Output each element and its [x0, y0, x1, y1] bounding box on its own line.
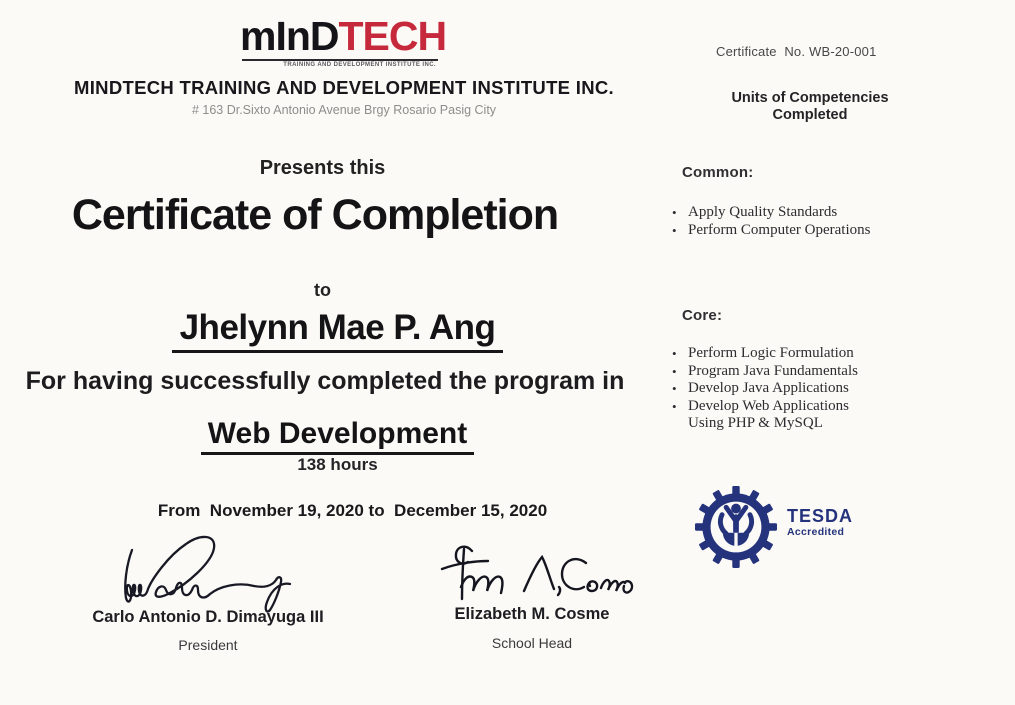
certificate-title: Certificate of Completion — [71, 191, 559, 239]
mindtech-logo-wordmark — [240, 13, 447, 59]
common-competency-list — [668, 204, 888, 239]
tesda-name: TESDA — [787, 506, 854, 526]
list-item: • Develop Java Applications — [668, 380, 864, 398]
to-text: to — [314, 280, 331, 300]
units-heading-line2: Completed — [772, 107, 848, 123]
program-name-row — [0, 417, 675, 455]
list-item: • Perform Logic Formulation — [668, 345, 864, 363]
logo-word-mind: mInD — [240, 13, 339, 59]
logo-underline — [242, 59, 438, 61]
logo-word-tech: TECH — [338, 13, 447, 59]
institution-name: MINDTECH TRAINING AND DEVELOPMENT INSTITUTE INC. — [74, 77, 614, 98]
program-name: Web Development — [201, 417, 475, 455]
certificate-number: Certificate No. WB-20-001 — [716, 44, 877, 59]
logo-tagline: TRAINING AND DEVELOPMENT INSTITUTE INC. — [283, 62, 436, 68]
signature-president — [68, 534, 313, 619]
list-item: • Perform Computer Operations — [668, 222, 888, 240]
signatory-name-school-head: Elizabeth M. Cosme — [454, 605, 610, 623]
program-hours: 138 hours — [297, 455, 378, 474]
list-item: • Program Java Fundamentals — [668, 363, 864, 381]
recipient-name: Jhelynn Mae P. Ang — [172, 308, 504, 353]
common-section-label: Common: — [682, 164, 754, 181]
tesda-label — [787, 507, 853, 538]
tesda-accredited-badge — [695, 486, 915, 576]
date-range: From November 19, 2020 to December 15, 2020 — [157, 501, 548, 520]
mindtech-logo — [240, 13, 447, 68]
signature-school-head — [428, 542, 635, 606]
presents-this-text: Presents this — [259, 157, 386, 179]
recipient-name-row — [0, 308, 675, 353]
signatory-name-president: Carlo Antonio D. Dimayuga III — [92, 608, 324, 626]
signatory-title-president: President — [178, 637, 238, 653]
list-item: • Apply Quality Standards — [668, 204, 888, 222]
units-of-competencies-heading — [700, 90, 920, 124]
tesda-accredited-text: Accredited — [787, 526, 845, 538]
institution-address: # 163 Dr.Sixto Antonio Avenue Brgy Rosario Pasig City — [191, 103, 497, 117]
core-competency-list — [668, 345, 864, 433]
list-item: • Develop Web Applications Using PHP & MySQL — [668, 398, 864, 433]
units-heading-line1: Units of Competencies — [731, 90, 889, 106]
core-section-label: Core: — [682, 307, 723, 324]
tesda-gear-icon — [695, 486, 777, 568]
signatory-title-school-head: School Head — [491, 635, 573, 651]
completion-statement: For having successfully completed the program in — [25, 367, 625, 395]
